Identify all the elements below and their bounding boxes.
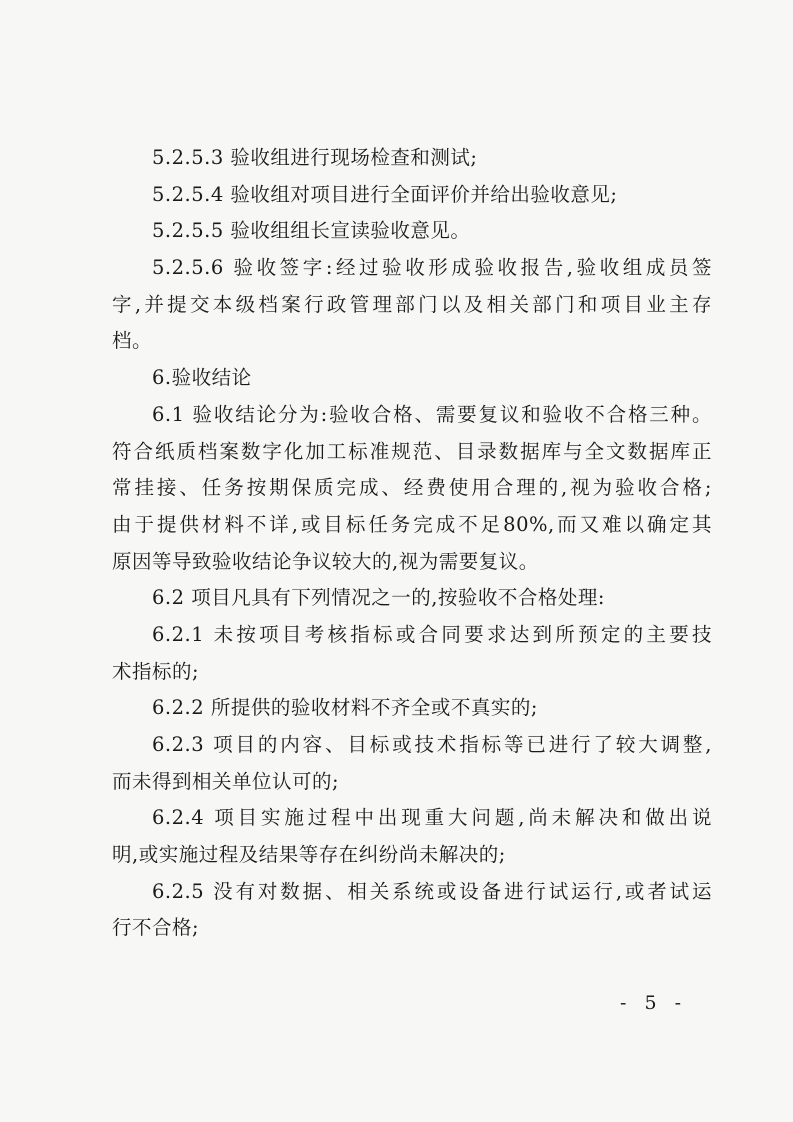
text-line: 术指标的;: [112, 659, 200, 683]
text-line: 6.2.3 项目的内容、目标或技术指标等已进行了较大调整,: [152, 733, 712, 756]
text-line: 行不合格;: [112, 916, 200, 940]
text-line: 6.2.4 项目实施过程中出现重大问题,尚未解决和做出说: [152, 806, 712, 830]
text-line: 常挂接、任务按期保质完成、经费使用合理的,视为验收合格;: [112, 476, 712, 500]
text-line: 6.2.1 未按项目考核指标或合同要求达到所预定的主要技: [152, 622, 712, 646]
text-line: 5.2.5.4 验收组对项目进行全面评价并给出验收意见;: [152, 182, 618, 206]
text-line: 符合纸质档案数字化加工标准规范、目录数据库与全文数据库正: [112, 439, 712, 463]
text-line: 5.2.5.5 验收组组长宣读验收意见。: [152, 219, 471, 243]
text-line: 档。: [112, 329, 153, 353]
text-line: 6.2.2 所提供的验收材料不齐全或不真实的;: [152, 696, 538, 720]
text-line: 6.验收结论: [152, 366, 252, 390]
text-line: 原因等导致验收结论争议较大的,视为需要复议。: [112, 549, 539, 573]
text-line: 5.2.5.3 验收组进行现场检查和测试;: [152, 146, 478, 169]
text-line: 字,并提交本级档案行政管理部门以及相关部门和项目业主存: [112, 292, 712, 316]
text-line: 而未得到相关单位认可的;: [112, 769, 340, 793]
document-body: [112, 140, 712, 947]
text-line: 6.2 项目凡具有下列情况之一的,按验收不合格处理:: [152, 586, 605, 610]
text-line: 由于提供材料不详,或目标任务完成不足80%,而又难以确定其: [112, 512, 712, 536]
page-number: - 5 -: [620, 992, 688, 1014]
text-line: 6.1 验收结论分为:验收合格、需要复议和验收不合格三种。: [152, 402, 712, 426]
text-line: 明,或实施过程及结果等存在纠纷尚未解决的;: [112, 843, 506, 867]
text-line: 5.2.5.6 验收签字:经过验收形成验收报告,验收组成员签: [152, 256, 712, 280]
text-line: 6.2.5 没有对数据、相关系统或设备进行试运行,或者试运: [152, 879, 712, 903]
